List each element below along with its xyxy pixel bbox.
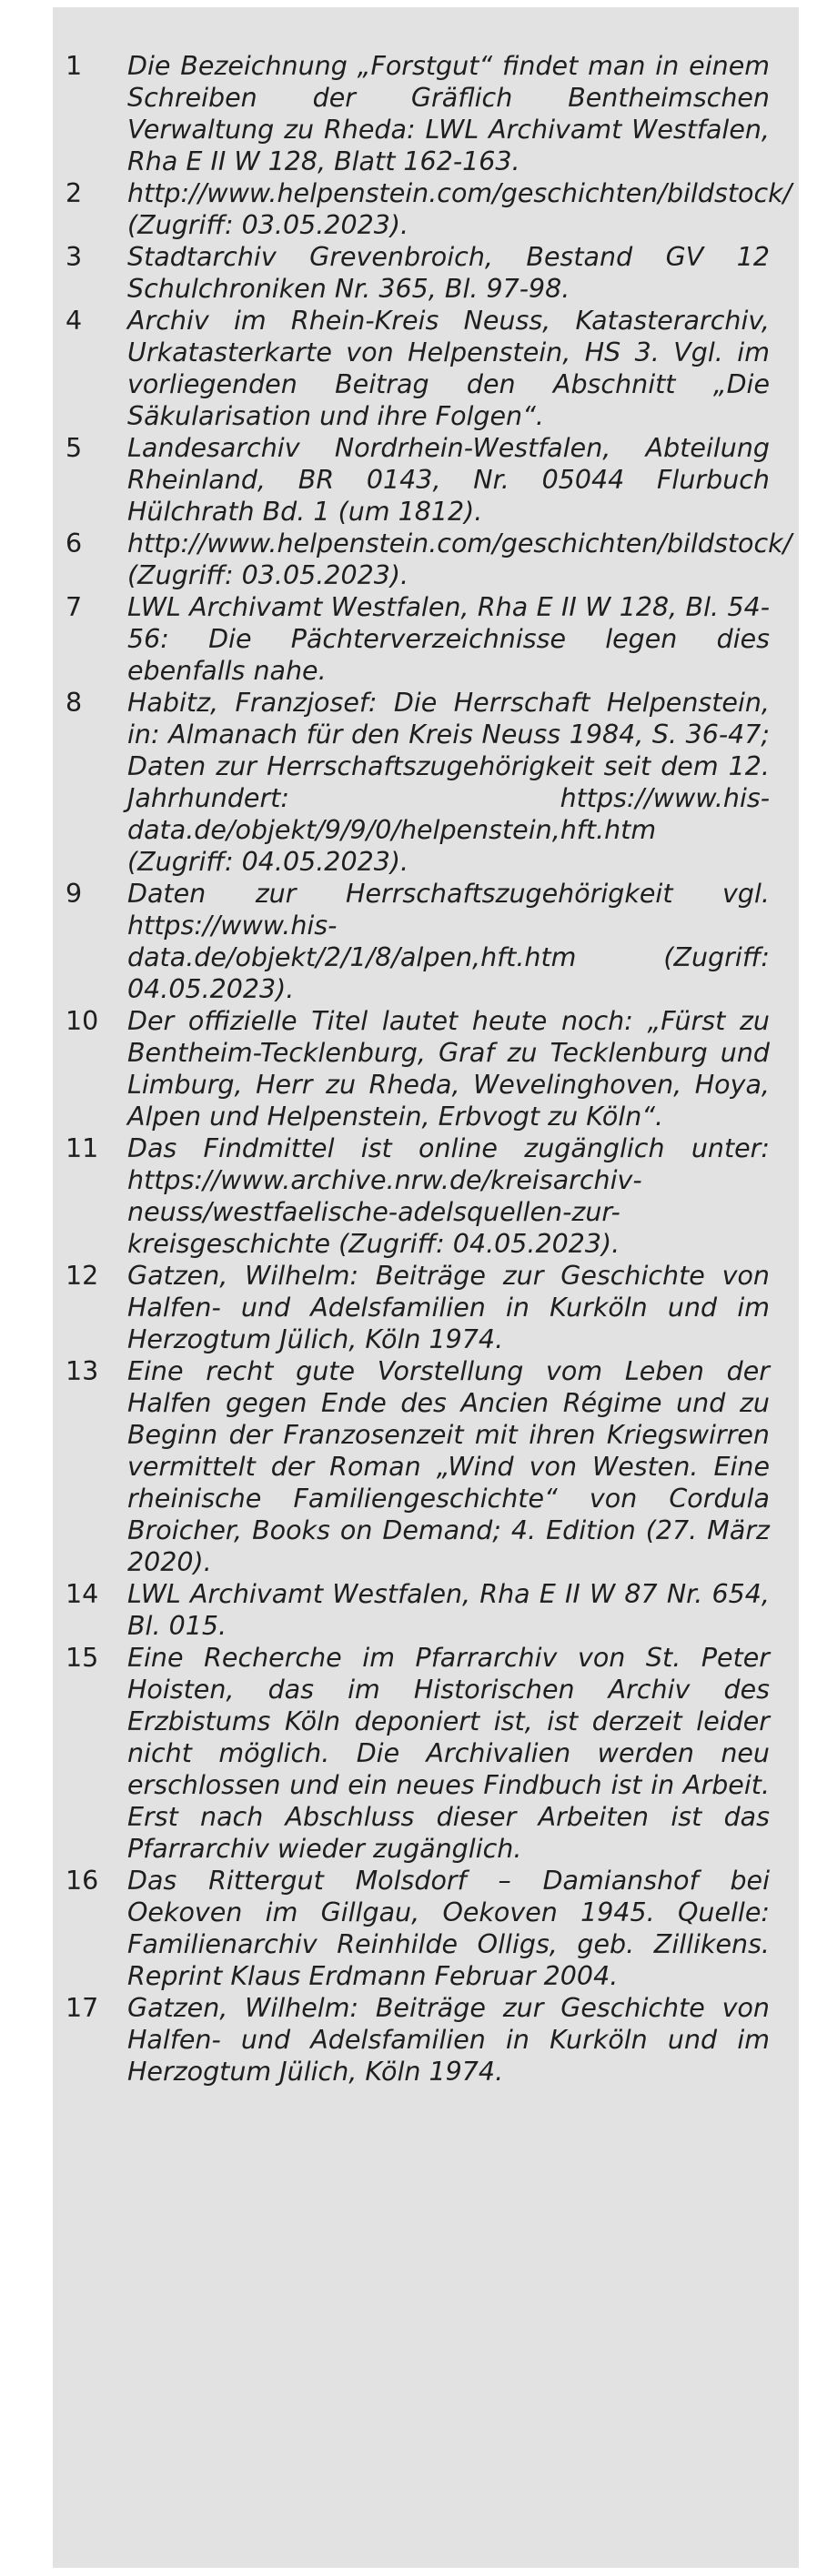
footnote-text: Eine recht gute Vorstellung vom Leben der Halfen gegen Ende des Ancien Régime und zu Beginn der Franzosenzeit mit ihren Kriegswirren vermittelt der Roman „Wind von Westen. Eine rheinische Familiengeschichte“ von Cordula Broicher, Books on Demand; 4. Edition (27. März 2020).	[127, 1356, 770, 1577]
footnote-text: LWL Archivamt Westfalen, Rha E II W 128, Bl. 54-56: Die Pächterverzeichnisse legen dies ebenfalls nahe.	[127, 592, 770, 686]
footnote-text: Daten zur Herrschaftszugehörigkeit vgl. https://www.his-data.de/objekt/2/1/8/alpen,hft.htm (Zugriff: 04.05.2023).	[127, 879, 770, 1004]
footnote-item	[0, 177, 792, 241]
footnote-number: 4	[66, 306, 83, 336]
footnote-item	[0, 528, 792, 591]
footnote-text: http://www.helpenstein.com/geschichten/bildstock/ (Zugriff: 03.05.2023).	[127, 178, 792, 240]
footnote-text: Das Findmittel ist online zugänglich unter: https://www.archive.nrw.de/kreisarchiv-neuss/westfaelische-adelsquellen-zur-kreisgeschichte (Zugriff: 04.05.2023).	[127, 1133, 770, 1259]
footnote-text: Eine Recherche im Pfarrarchiv von St. Peter Hoisten, das im Historischen Archiv des Erzbistums Köln deponiert ist, ist derzeit leider nicht möglich. Die Archivalien werden neu erschlossen und ein neues Findbuch ist in Arbeit. Erst nach Abschluss dieser Arbeiten ist das Pfarrarchiv wieder zugänglich.	[127, 1643, 770, 1864]
footnote-item	[0, 241, 782, 305]
footnote-item	[0, 1642, 782, 1865]
footnote-text: Der offizielle Titel lautet heute noch: „Fürst zu Bentheim-Tecklenburg, Graf zu Tecklenburg und Limburg, Herr zu Rheda, Wevelinghoven, Hoya, Alpen und Helpenstein, Erbvogt zu Köln“.	[127, 1006, 770, 1132]
footnote-item	[0, 432, 782, 528]
footnote-number: 14	[66, 1579, 99, 1609]
footnote-number: 10	[66, 1006, 99, 1036]
footnote-item	[0, 1865, 782, 1992]
footnote-number: 3	[66, 242, 83, 272]
footnote-item	[0, 687, 782, 878]
footnote-item	[0, 878, 782, 1005]
footnote-item	[0, 1992, 782, 2088]
footnote-item	[0, 1005, 782, 1132]
footnote-item	[0, 591, 782, 687]
footnote-number: 1	[66, 51, 83, 81]
footnote-number: 2	[66, 178, 83, 208]
footnote-text: Habitz, Franzjosef: Die Herrschaft Helpenstein, in: Almanach für den Kreis Neuss 1984, S. 36-47; Daten zur Herrschaftszugehörigkeit seit dem 12. Jahrhundert: https://www.his-data.de/objekt/9/9/0/helpenstein,hft.htm (Zugriff: 04.05.2023).	[127, 688, 770, 877]
footnotes-list	[0, 50, 792, 2088]
footnote-text: LWL Archivamt Westfalen, Rha E II W 87 Nr. 654, Bl. 015.	[127, 1579, 770, 1641]
footnote-number: 17	[66, 1993, 99, 2023]
footnote-text: Stadtarchiv Grevenbroich, Bestand GV 12 Schulchroniken Nr. 365, Bl. 97-98.	[127, 242, 770, 304]
footnote-text: Die Bezeichnung „Forstgut“ findet man in einem Schreiben der Gräflich Bentheimschen Verwaltung zu Rheda: LWL Archivamt Westfalen, Rha E II W 128, Blatt 162-163.	[127, 51, 770, 176]
footnote-item	[0, 1132, 782, 1260]
footnote-item	[0, 1260, 782, 1355]
footnote-number: 11	[66, 1133, 99, 1163]
footnote-number: 12	[66, 1261, 99, 1291]
footnote-number: 13	[66, 1356, 99, 1386]
footnote-number: 7	[66, 592, 83, 622]
footnote-item	[0, 50, 782, 177]
footnote-number: 5	[66, 433, 83, 463]
footnote-number: 8	[66, 688, 83, 718]
footnote-item	[0, 1578, 782, 1642]
footnote-text: Das Rittergut Molsdorf – Damianshof bei Oekoven im Gillgau, Oekoven 1945. Quelle: Familienarchiv Reinhilde Olligs, geb. Zillikens. Reprint Klaus Erdmann Februar 2004.	[127, 1866, 770, 1991]
footnote-text: Gatzen, Wilhelm: Beiträge zur Geschichte von Halfen- und Adelsfamilien in Kurköln und im Herzogtum Jülich, Köln 1974.	[127, 1993, 770, 2087]
footnote-item	[0, 1355, 782, 1578]
footnote-number: 16	[66, 1866, 99, 1896]
footnote-text: Gatzen, Wilhelm: Beiträge zur Geschichte von Halfen- und Adelsfamilien in Kurköln und im Herzogtum Jülich, Köln 1974.	[127, 1261, 770, 1354]
footnote-number: 15	[66, 1643, 99, 1673]
footnote-text: Archiv im Rhein-Kreis Neuss, Katasterarchiv, Urkatasterkarte von Helpenstein, HS 3. Vgl. im vorliegenden Beitrag den Abschnitt „Die Säkularisation und ihre Folgen“.	[127, 306, 770, 431]
footnote-text: Landesarchiv Nordrhein-Westfalen, Abteilung Rheinland, BR 0143, Nr. 05044 Flurbuch Hülchrath Bd. 1 (um 1812).	[127, 433, 770, 527]
footnote-text: http://www.helpenstein.com/geschichten/bildstock/ (Zugriff: 03.05.2023).	[127, 528, 792, 590]
footnote-item	[0, 305, 782, 432]
footnote-number: 9	[66, 879, 83, 909]
footnote-number: 6	[66, 528, 83, 558]
